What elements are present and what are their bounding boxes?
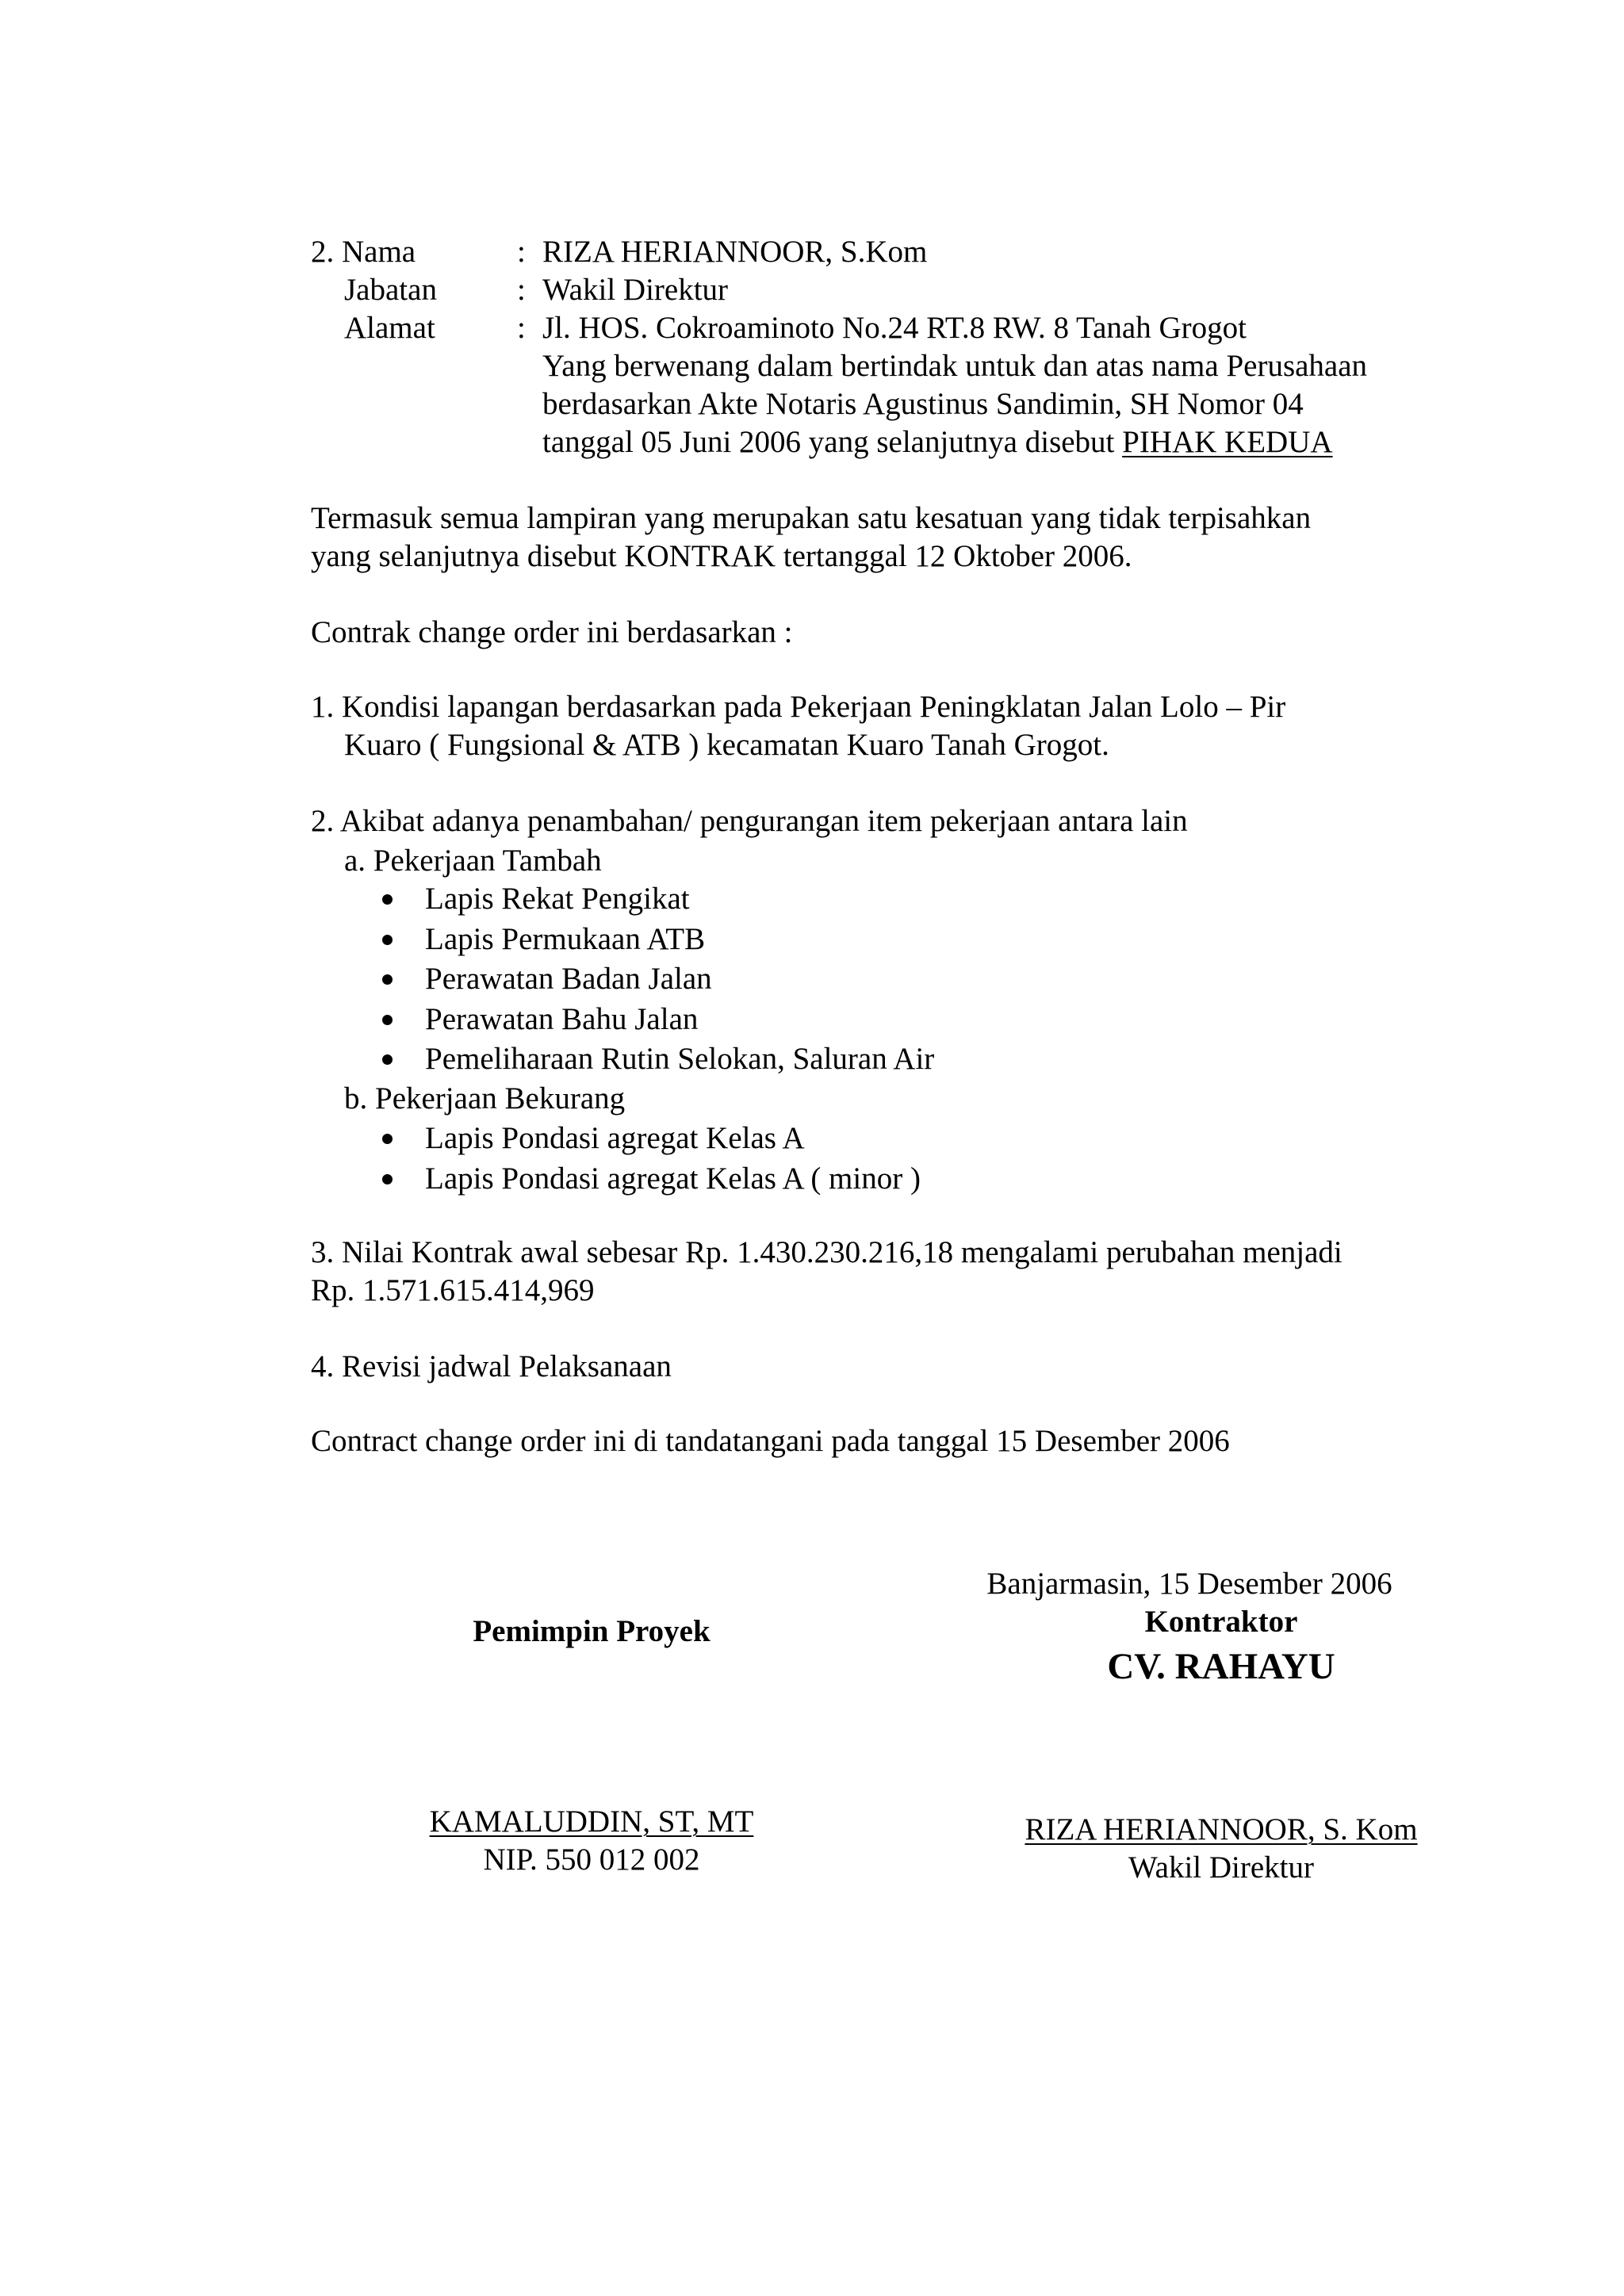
- intro-line: yang selanjutnya disebut KONTRAK tertanggal 12 Oktober 2006.: [311, 539, 1132, 573]
- point-3: [311, 1234, 1342, 1310]
- pihak-kedua: PIHAK KEDUA: [1122, 425, 1333, 459]
- authority-prefix: tanggal 05 Juni 2006 yang selanjutnya disebut: [542, 425, 1123, 459]
- bullet-icon: [382, 935, 393, 945]
- basis-heading: Contrak change order ini berdasarkan :: [311, 615, 793, 649]
- bullet-icon: [382, 974, 393, 985]
- sub-b-heading: b. Pekerjaan Bekurang: [344, 1081, 626, 1115]
- intro-paragraph: [311, 499, 1311, 576]
- colon: :: [517, 235, 526, 269]
- left-signatory: [385, 1803, 798, 1879]
- bullet-icon: [382, 1134, 393, 1144]
- right-signatory-name: RIZA HERIANNOOR, S. Kom: [1025, 1812, 1418, 1846]
- point-1: [311, 688, 1285, 764]
- left-signatory-id: NIP. 550 012 002: [483, 1843, 700, 1877]
- label-jabatan: Jabatan: [344, 273, 437, 307]
- value-nama: RIZA HERIANNOOR, S.Kom: [542, 235, 928, 269]
- point-2-heading: 2. Akibat adanya penambahan/ pengurangan item pekerjaan antara lain: [311, 804, 1188, 838]
- right-signatory-title: Wakil Direktur: [1128, 1850, 1315, 1885]
- intro-line: Termasuk semua lampiran yang merupakan satu kesatuan yang tidak terpisahkan: [311, 501, 1312, 535]
- bullet-icon: [382, 1015, 393, 1025]
- colon: :: [517, 311, 526, 345]
- value-jabatan: Wakil Direktur: [542, 273, 729, 307]
- colon: :: [517, 273, 526, 307]
- left-signatory-name: KAMALUDDIN, ST, MT: [429, 1804, 754, 1839]
- place-date: Banjarmasin, 15 Desember 2006: [986, 1567, 1392, 1601]
- value-alamat: Jl. HOS. Cokroaminoto No.24 RT.8 RW. 8 Tanah Grogot: [542, 311, 1247, 345]
- bullet-icon: [382, 894, 393, 905]
- signing-statement: Contract change order ini di tandatangani pada tanggal 15 Desember 2006: [311, 1424, 1230, 1458]
- bullet-icon: [382, 1174, 393, 1184]
- point-1-line: 1. Kondisi lapangan berdasarkan pada Pekerjaan Peningklatan Jalan Lolo – Pir: [311, 690, 1286, 724]
- bullet-icon: [382, 1054, 393, 1065]
- point-4: 4. Revisi jadwal Pelaksanaan: [311, 1349, 672, 1383]
- right-signatory-role: Kontraktor: [1144, 1605, 1298, 1639]
- point-3-line: Rp. 1.571.615.414,969: [311, 1273, 595, 1307]
- point-3-line: 3. Nilai Kontrak awal sebesar Rp. 1.430.230.216,18 mengalami perubahan menjadi: [311, 1235, 1342, 1269]
- sub-a-heading: a. Pekerjaan Tambah: [344, 844, 602, 878]
- right-signatory: [999, 1811, 1443, 1887]
- point-1-line: Kuaro ( Fungsional & ATB ) kecamatan Kuaro Tanah Grogot.: [344, 728, 1109, 762]
- label-alamat: Alamat: [344, 311, 435, 345]
- document-page: 2. Nama : RIZA HERIANNOOR, S.Kom Jabatan : Wakil Direktur Alamat : Jl. HOS. Cokroaminoto No.24 RT.8 RW. 8 Tanah Grogot Yang berwenang dalam bertindak untuk dan atas nama Perusahaan berdasarkan Akte Notaris Agustinus Sandimin, SH Nomor 04 tanggal 05 Juni 2006 yang selanjutnya disebut PIHAK KEDUA Termasuk semua lampiran yang merupakan satu kesatuan yang tidak terpisahkan yang selanjutnya disebut KONTRAK tertanggal 12 Oktober 2006. Contrak change order ini berdasarkan : 1. Kondisi lapangan berdasarkan pada Pekerjaan Peningklatan Jalan Lolo – Pir Kuaro ( Fungsional & ATB ) kecamatan Kuaro Tanah Grogot. 2. Akibat adanya penambahan/ pengurangan item pekerjaan antara lain a. Pekerjaan Tambah Lapis Rekat Pengikat Lapis Permukaan ATB Perawatan Badan Jalan Perawatan Bahu Jalan Pemeliharaan Rutin Selokan, Saluran Air b. Pekerjaan Bekurang Lapis Pondasi agregat Kelas A Lapis Pondasi agregat Kelas A ( minor ) 3. Nilai Kontrak awal sebesar Rp. 1.430.230.216,18 mengalami perubahan menjadi Rp. 1.571.615.414,969 4. Revisi jadwal Pelaksanaan Contract change order ini di tandatangani pada tanggal 15 Desember 2006 Banjarmasin, 15 Desember 2006 Pemimpin Proyek Kontraktor CV. RAHAYU KAMALUDDIN, ST, MT NIP. 550 012 002 RIZA HERIANNOOR, S. Kom Wakil Direktur: [0, 0, 1624, 2296]
- party-number: 2.: [311, 235, 335, 269]
- label-nama: Nama: [342, 235, 416, 269]
- company-name: CV. RAHAYU: [1107, 1646, 1335, 1687]
- left-signatory-role: Pemimpin Proyek: [473, 1614, 710, 1648]
- party-number-label: [311, 233, 416, 271]
